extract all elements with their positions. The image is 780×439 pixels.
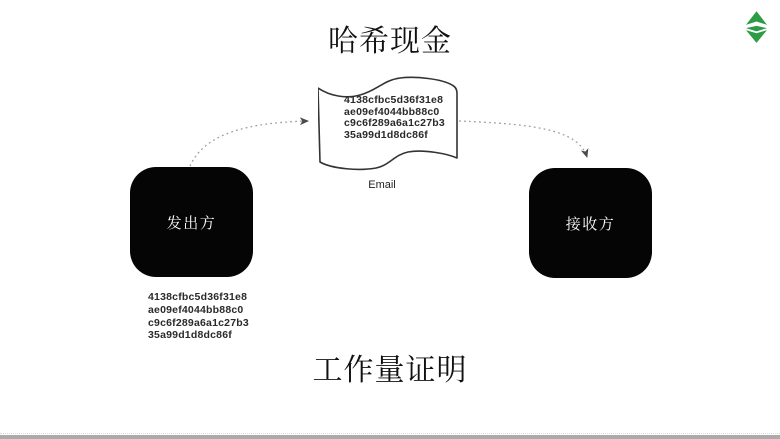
hash-line: 35a99d1d8dc86f <box>148 329 232 342</box>
footer-title: 工作量证明 <box>312 354 468 387</box>
hash-line: ae09ef4044bb88c0 <box>148 303 244 316</box>
email-hash-text <box>344 95 445 141</box>
receiver-node[interactable] <box>529 168 652 278</box>
bottom-edge-bar <box>0 435 780 439</box>
ethereum-classic-logo-icon <box>745 11 768 44</box>
sender-hash-text <box>148 291 249 342</box>
hash-line: c9c6f289a6a1c27b3 <box>148 316 249 329</box>
bottom-dotted-line <box>0 433 780 434</box>
hash-line: ae09ef4044bb88c0 <box>344 105 440 118</box>
receiver-label: 接收方 <box>565 215 616 233</box>
email-hash-node[interactable] <box>318 76 458 172</box>
sender-node[interactable] <box>130 167 253 277</box>
email-caption: Email <box>368 179 396 191</box>
hash-line: 35a99d1d8dc86f <box>344 128 428 141</box>
hash-line: c9c6f289a6a1c27b3 <box>344 117 445 130</box>
arrow-email-to-receiver <box>459 121 587 157</box>
arrow-sender-to-email <box>190 121 308 166</box>
hash-line: 4138cfbc5d36f31e8 <box>148 291 248 303</box>
page-title: 哈希现金 <box>328 25 452 58</box>
hash-line: 4138cfbc5d36f31e8 <box>344 94 444 106</box>
sender-label: 发出方 <box>166 214 217 232</box>
